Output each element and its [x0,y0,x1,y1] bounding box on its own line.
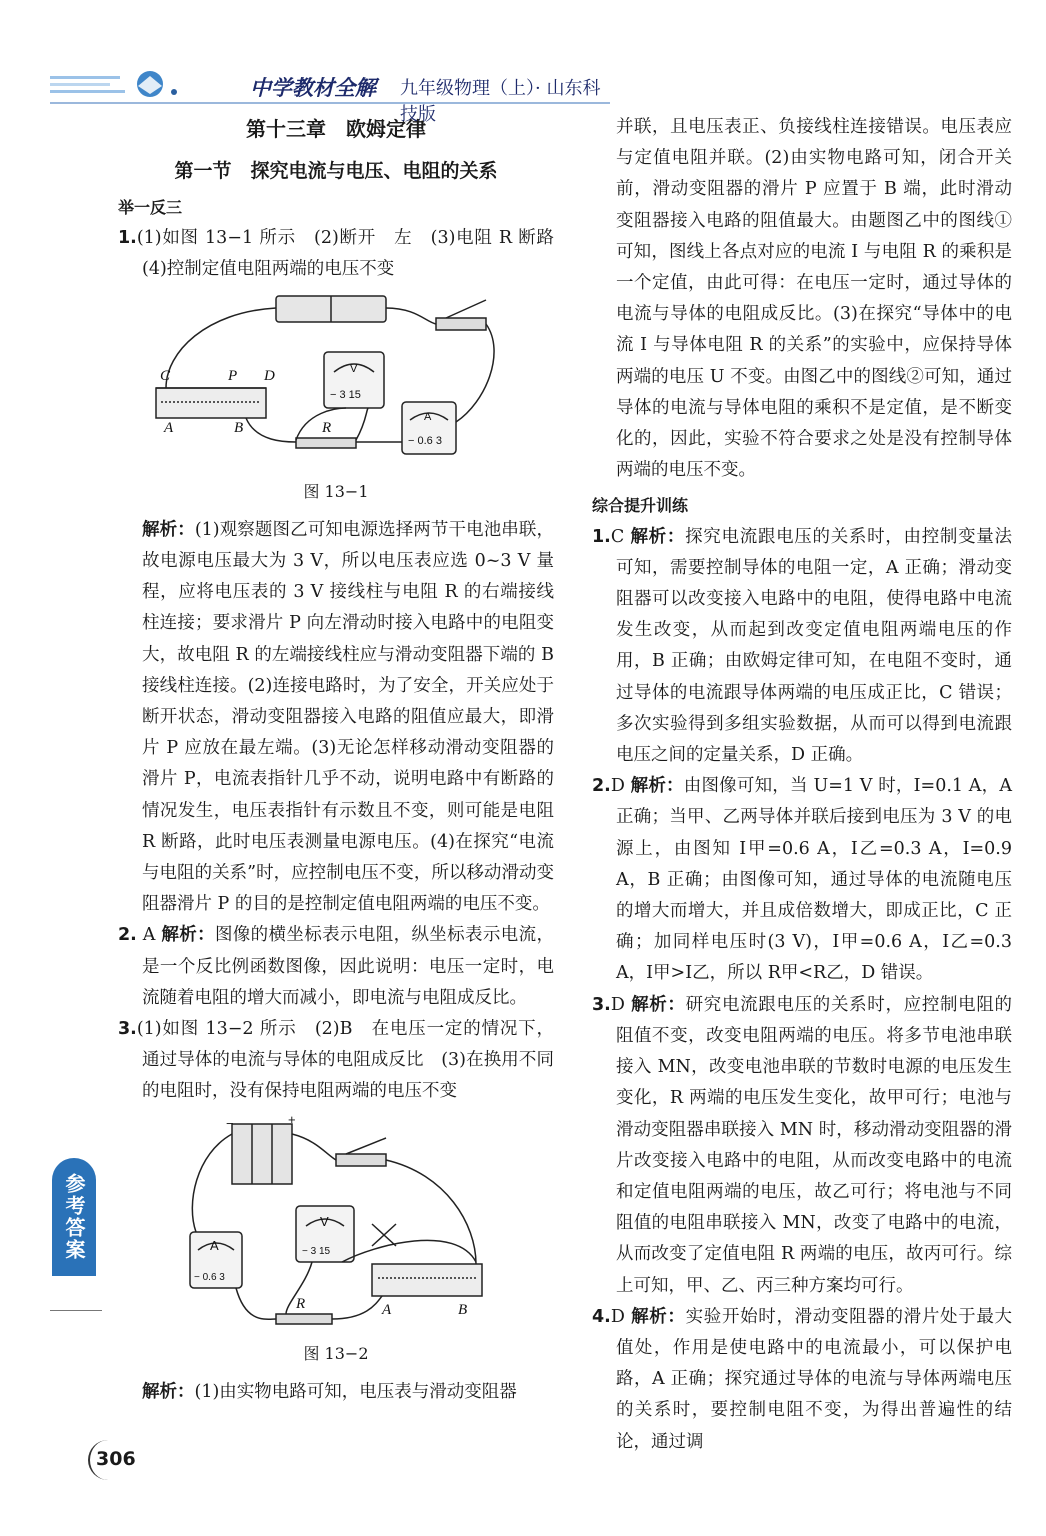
question-2 [118,920,554,1014]
analysis-label: 解析： [631,1306,686,1327]
label-P: P [228,367,238,384]
section-title: 第一节 探究电流与电压、电阻的关系 [174,160,498,182]
question-number: 2. [592,776,611,797]
ammeter-terminals: − 0.6 3 [194,1271,225,1283]
chapter-title: 第十三章 欧姆定律 [246,117,426,141]
answer-text: D [610,994,625,1015]
question-number: 2. [118,925,137,946]
left-column [118,112,572,1408]
label-B: B [458,1301,468,1318]
analysis-text: 研究电流跟电压的关系时，应控制电阻的阻值不变，改变电阻两端的电压。将多节电池串联接入 MN，改变电池串联的节数时电源的电压发生变化，R 两端的电压发生变化，故甲可行；电池与滑动变阻器串联接入 MN 时，移动滑动变阻器的滑片改变接入电路中的电阻，从而改变电路中的电流和定值电阻两端的电压，故乙可行；将电池与不同阻值的电阻串联接入 MN，改变了电路中的电流，从而改变了定值电阻 R 两端的电压，故丙可行。综上可知，甲、乙、丙三种方案均可行。 [616,994,1012,1296]
book-subject: 九年级物理（上）· 山东科技版 [400,78,601,125]
analysis-text: 探究电流跟电压的关系时，由控制变量法可知，需要控制导体的电阻一定，A 正确；滑动变阻器可以改变接入电路中的电阻，使得电路中电流发生改变，从而起到改变定值电阻两端电压的作用，B 正确；由欧姆定律可知，在电阻不变时，通过导体的电流跟导体两端的电压成正比，C 错误；多次实验得到多组实验数据，从而可以得到电流跟电压之间的定量关系，D 正确。 [616,526,1012,766]
question-1 [592,522,1012,772]
right-column [592,112,1012,1458]
answer-text: D [610,776,625,797]
figure-caption: 图 13−2 [303,1343,369,1363]
label-R: R [322,419,332,436]
analysis-3 [118,1377,554,1408]
page-number: 306 [96,1448,136,1470]
question-3 [592,990,1012,1302]
label-D: D [264,367,275,384]
page-header [50,62,610,125]
analysis-text: (1)由实物电路可知，电压表与滑动变阻器 [194,1381,517,1402]
analysis-label: 解析： [142,519,195,540]
header-divider [50,102,610,104]
question-3 [118,1014,554,1108]
circuit-figure-13-1 [146,292,526,472]
side-tab-reference-answers: 参考答案 [52,1158,96,1276]
ammeter-label: A [424,410,432,423]
battery-minus: − [226,1115,234,1131]
voltmeter-label: V [320,1213,329,1229]
circuit-figure-13-2 [176,1114,496,1334]
label-R: R [296,1295,306,1312]
voltmeter-terminals: − 3 15 [330,388,361,401]
question-1 [118,223,572,285]
question-number: 1. [118,228,137,249]
question-number: 3. [592,994,611,1015]
analysis-label: 解析： [630,776,684,797]
answer-text: D [610,1306,625,1327]
header-logo-icon [50,70,190,98]
label-A: A [382,1301,392,1318]
voltmeter-terminals: − 3 15 [302,1245,331,1257]
answer-text: C [610,526,625,547]
question-number: 1. [592,526,611,547]
book-title: 中学教材全解 [250,75,376,100]
analysis-3-continued: 并联，且电压表正、负接线柱连接错误。电压表应与定值电阻并联。(2)由实物电路可知，闭合开关前，滑动变阻器的滑片 P 应置于 B 端，此时滑动变阻器接入电路的阻值最大。由题图乙中的图线①可知，图线上各点对应的电流 I 与电阻 R 的乘积是一个定值，由此可得：在电压一定时，通过导体的电流与导体的电阻成反比。(3)在探究“导体中的电流 I 与导体电阻 R 的关系”的实验中，应保持导体两端的电压 U 不变。由图乙中的图线②可知，通过导体的电流与导体电阻的乘积不是定值，是不断变化的，因此，实验不符合要求之处是没有控制导体两端的电压不变。 [616,117,1012,481]
answer-text: (1)如图 13−2 所示 (2)B 在电压一定的情况下，通过导体的电流与导体的电阻成反比 (3)在换用不同的电阻时，没有保持电阻两端的电压不变 [136,1019,554,1102]
analysis-label: 解析： [142,1381,195,1402]
sub-heading: 综合提升训练 [592,496,689,516]
question-4 [592,1302,1012,1458]
voltmeter-label: V [350,362,358,375]
label-C: C [160,367,171,384]
question-number: 4. [592,1306,611,1327]
battery-plus: + [288,1113,296,1127]
question-2 [592,771,1012,989]
analysis-label: 解析： [631,994,686,1015]
analysis-text: 由图像可知，当 U=1 V 时，I=0.1 A，A 正确；当甲、乙两导体并联后接到电压为 3 V 的电源上，由图知 I甲=0.6 A，I乙=0.3 A，I=0.9 A，B 正确；由图像可知，通过导体的电流随电压的增大而增大，并且成倍数增大，即成正比，C 正确；加同样电压时(3 V)，I甲=0.6 A，I乙=0.3 A，I甲>I乙，所以 R甲<R乙，D 错误。 [616,776,1012,984]
analysis-text: (1)观察题图乙可知电源选择两节干电池串联，故电源电压最大为 3 V，所以电压表应选 0~3 V 量程，应将电压表的 3 V 接线柱与电阻 R 的右端接线柱连接；要求滑片 P 向左滑动时接入电路中的电阻变大，故电阻 R 的左端接线柱应与滑动变阻器下端的 B 接线柱连接。(2)连接电路时，为了安全，开关应处于断开状态，滑动变阻器接入电路的阻值应最大，即滑片 P 应放在最左端。(3)无论怎样移动滑动变阻器的滑片 P，电流表指针几乎不动，说明电路中有断路的情况发生，电压表指针有示数且不变，则可能是电阻 R 断路，此时电压表测量电源电压。(4)在探究“电流与电阻的关系”时，应控制电压不变，所以移动滑动变阻器滑片 P 的目的是控制定值电阻两端的电压不变。 [142,519,555,915]
question-number: 3. [118,1019,137,1040]
label-A: A [164,419,174,436]
analysis-text: 实验开始时，滑动变阻器的滑片处于最大值处，作用是使电路中的电流最小，可以保护电路，A 正确；探究通过导体的电流与导体两端电压的关系时，要控制电阻不变，为得出普遍性的结论，通过调 [616,1306,1012,1452]
label-B: B [234,419,244,436]
analysis-1 [118,515,554,921]
ammeter-terminals: − 0.6 3 [408,434,442,447]
answer-text: (1)如图 13−1 所示 (2)断开 左 (3)电阻 R 断路 (4)控制定值电阻两端的电压不变 [136,228,572,280]
side-divider [50,1310,102,1311]
analysis-text: 图像的横坐标表示电阻，纵坐标表示电流，是一个反比例函数图像，因此说明：电压一定时，电流随着电阻的增大而减小，即电流与电阻成反比。 [142,925,554,1008]
answer-text: A [142,925,156,946]
ammeter-label: A [210,1237,219,1253]
sub-heading: 举一反三 [118,198,183,217]
analysis-label: 解析： [630,526,686,547]
figure-caption: 图 13−1 [303,481,369,501]
analysis-label: 解析： [161,925,215,946]
